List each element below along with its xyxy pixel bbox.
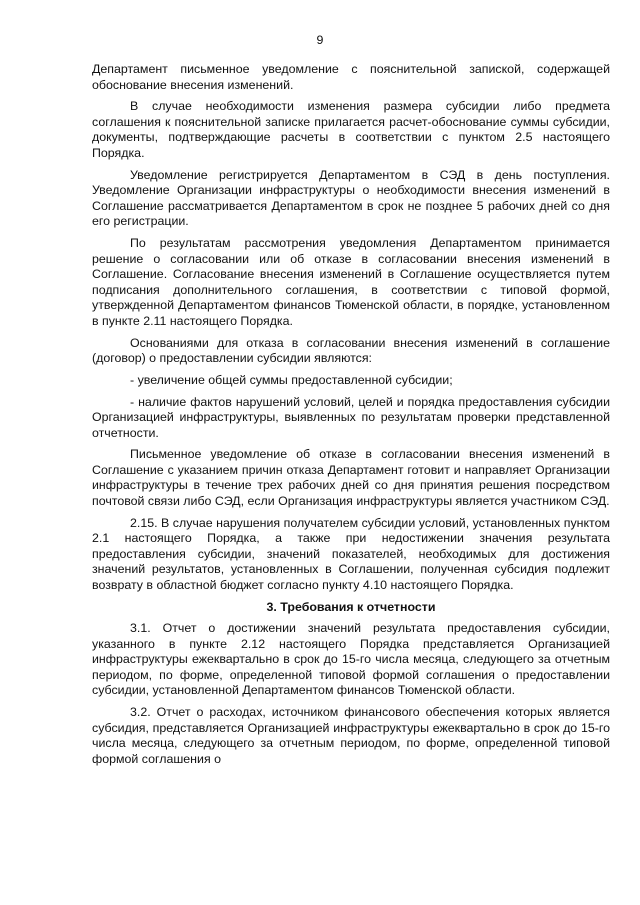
list-item: - увеличение общей суммы предоставленной субсидии; (130, 372, 453, 387)
paragraph: 3.1. Отчет о достижении значений результата предоставления субсидии, указанного в пункте 2.12 настоящего Порядка представляется Организацией инфраструктуры ежеквартально в срок до 15-го числа месяца, следующего за отчетным периодом, по форме, определенной типовой формой соглашения о предоставлении субсидии, установленной Департаментом финансов Тюменской области. (92, 621, 610, 698)
section-heading: 3. Требования к отчетности (266, 599, 436, 614)
document-body (92, 62, 610, 773)
paragraph: Письменное уведомление об отказе в согласовании внесения изменений в Соглашение с указанием причин отказа Департамент готовит и направляет Организации инфраструктуры в течение трех рабочих дней со дня принятия решения посредством почтовой связи либо СЭД, если Организация инфраструктуры является участником СЭД. (92, 447, 610, 508)
paragraph: Уведомление регистрируется Департаментом в СЭД в день поступления. Уведомление Организации инфраструктуры о необходимости внесения изменений в Соглашение рассматривается Департаментом в срок не позднее 5 рабочих дней со дня его регистрации. (92, 167, 610, 229)
paragraph: Основаниями для отказа в согласовании внесения изменений в соглашение (договор) о предоставлении субсидии являются: (92, 335, 610, 366)
paragraph: 3.2. Отчет о расходах, источником финансового обеспечения которых является субсидия, представляется Организацией инфраструктуры ежеквартально в срок до 15-го числа месяца, следующего за отчетным периодом, по форме, определенной типовой формой соглашения о (92, 705, 610, 766)
list-item: - наличие фактов нарушений условий, целей и порядка предоставления субсидии Организацией инфраструктуры, выявленных по результатам проверки представленной отчетности. (92, 394, 610, 440)
paragraph: В случае необходимости изменения размера субсидии либо предмета соглашения к пояснительной записке прилагается расчет-обоснование суммы субсидии, документы, подтверждающие расчеты в соответствии с пунктом 2.5 настоящего Порядка. (92, 99, 610, 160)
paragraph-continuation: Департамент письменное уведомление с пояснительной запиской, содержащей обоснование внесения изменений. (92, 62, 610, 92)
paragraph: 2.15. В случае нарушения получателем субсидии условий, установленных пунктом 2.1 настоящего Порядка, а также при недостижении значения результата предоставления субсидии, значений показателей, необходимых для достижения значений результатов, установленных в Соглашении, полученная субсидия подлежит возврату в областной бюджет согласно пункту 4.10 настоящего Порядка. (92, 515, 610, 592)
paragraph: По результатам рассмотрения уведомления Департаментом принимается решение о согласовании или об отказе в согласовании внесения изменений в Соглашение. Согласование внесения изменений в Соглашение осуществляется путем подписания дополнительного соглашения, в соответствии с типовой формой, утвержденной Департаментом финансов Тюменской области, в порядке, установленном в пункте 2.11 настоящего Порядка. (92, 236, 610, 328)
page-number: 9 (316, 33, 324, 47)
